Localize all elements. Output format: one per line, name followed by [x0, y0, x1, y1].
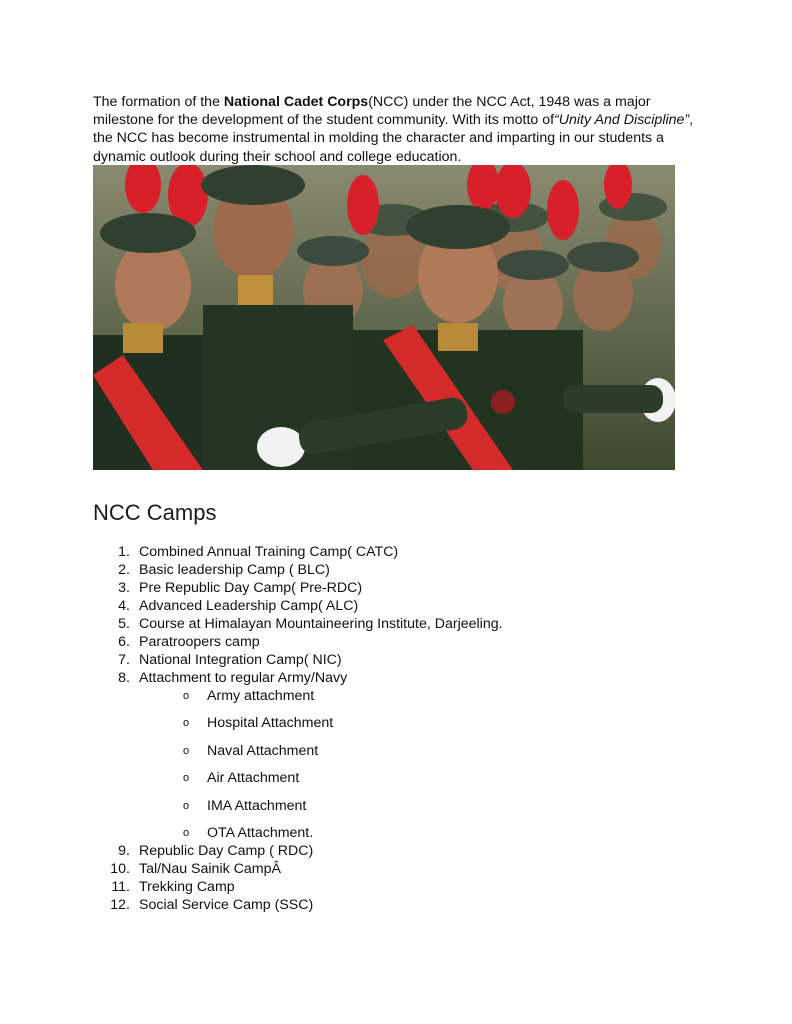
intro-motto: “Unity And Discipline”: [554, 112, 690, 129]
list-label: Combined Annual Training Camp( CATC): [139, 544, 399, 560]
intro-text-1: The formation of the: [93, 94, 224, 110]
list-number: 7.: [118, 652, 130, 668]
sublist-label: Air Attachment: [207, 770, 300, 786]
intro-text-2: (NCC) under the NCC Act, 1948 was a major milestone for the development of the student community. With its motto of: [93, 94, 651, 129]
list-label: Attachment to regular Army/Navy: [139, 670, 348, 686]
list-label: Tal/Nau Sainik CampÂ: [139, 861, 281, 877]
bullet-icon: o: [183, 800, 190, 812]
list-label: Pre Republic Day Camp( Pre-RDC): [139, 580, 363, 596]
intro-text-3: , the NCC has become instrumental in molding the character and imparting in our students a dynamic outlook during their school and college education.: [93, 112, 694, 165]
list-number: 2.: [118, 562, 130, 578]
list-number: 11.: [111, 879, 130, 895]
list-label: Course at Himalayan Mountaineering Institute, Darjeeling.: [139, 616, 503, 632]
list-number: 10.: [110, 861, 130, 877]
bullet-icon: o: [183, 690, 190, 702]
list-number: 4.: [118, 598, 130, 614]
list-number: 1.: [118, 544, 130, 560]
list-label: National Integration Camp( NIC): [139, 652, 342, 668]
sublist-label: Hospital Attachment: [207, 715, 334, 731]
list-label: Social Service Camp (SSC): [139, 897, 314, 913]
list-label: Republic Day Camp ( RDC): [139, 843, 314, 859]
list-number: 6.: [118, 634, 130, 650]
sublist-label: IMA Attachment: [207, 798, 307, 814]
intro-bold-ncc: National Cadet Corps: [223, 94, 369, 110]
list-label: Advanced Leadership Camp( ALC): [139, 598, 359, 614]
list-number: 12.: [110, 897, 130, 913]
list-number: 5.: [118, 616, 130, 632]
sublist-label: Army attachment: [207, 688, 315, 704]
section-title: NCC Camps: [93, 500, 217, 525]
list-label: Paratroopers camp: [139, 634, 260, 650]
photo-illustration: [93, 165, 675, 470]
list-label: Basic leadership Camp ( BLC): [139, 562, 330, 578]
bullet-icon: o: [183, 772, 190, 784]
list-label: Trekking Camp: [139, 879, 235, 895]
intro-paragraph: [93, 93, 703, 166]
list-number: 3.: [118, 580, 130, 596]
list-number: 8.: [118, 670, 130, 686]
sublist-label: OTA Attachment.: [207, 825, 314, 841]
list-number: 9.: [118, 843, 130, 859]
sublist-label: Naval Attachment: [207, 743, 319, 759]
ncc-cadets-parade-photo: [93, 165, 675, 470]
bullet-icon: o: [183, 745, 190, 757]
bullet-icon: o: [183, 717, 190, 729]
bullet-icon: o: [183, 827, 190, 839]
